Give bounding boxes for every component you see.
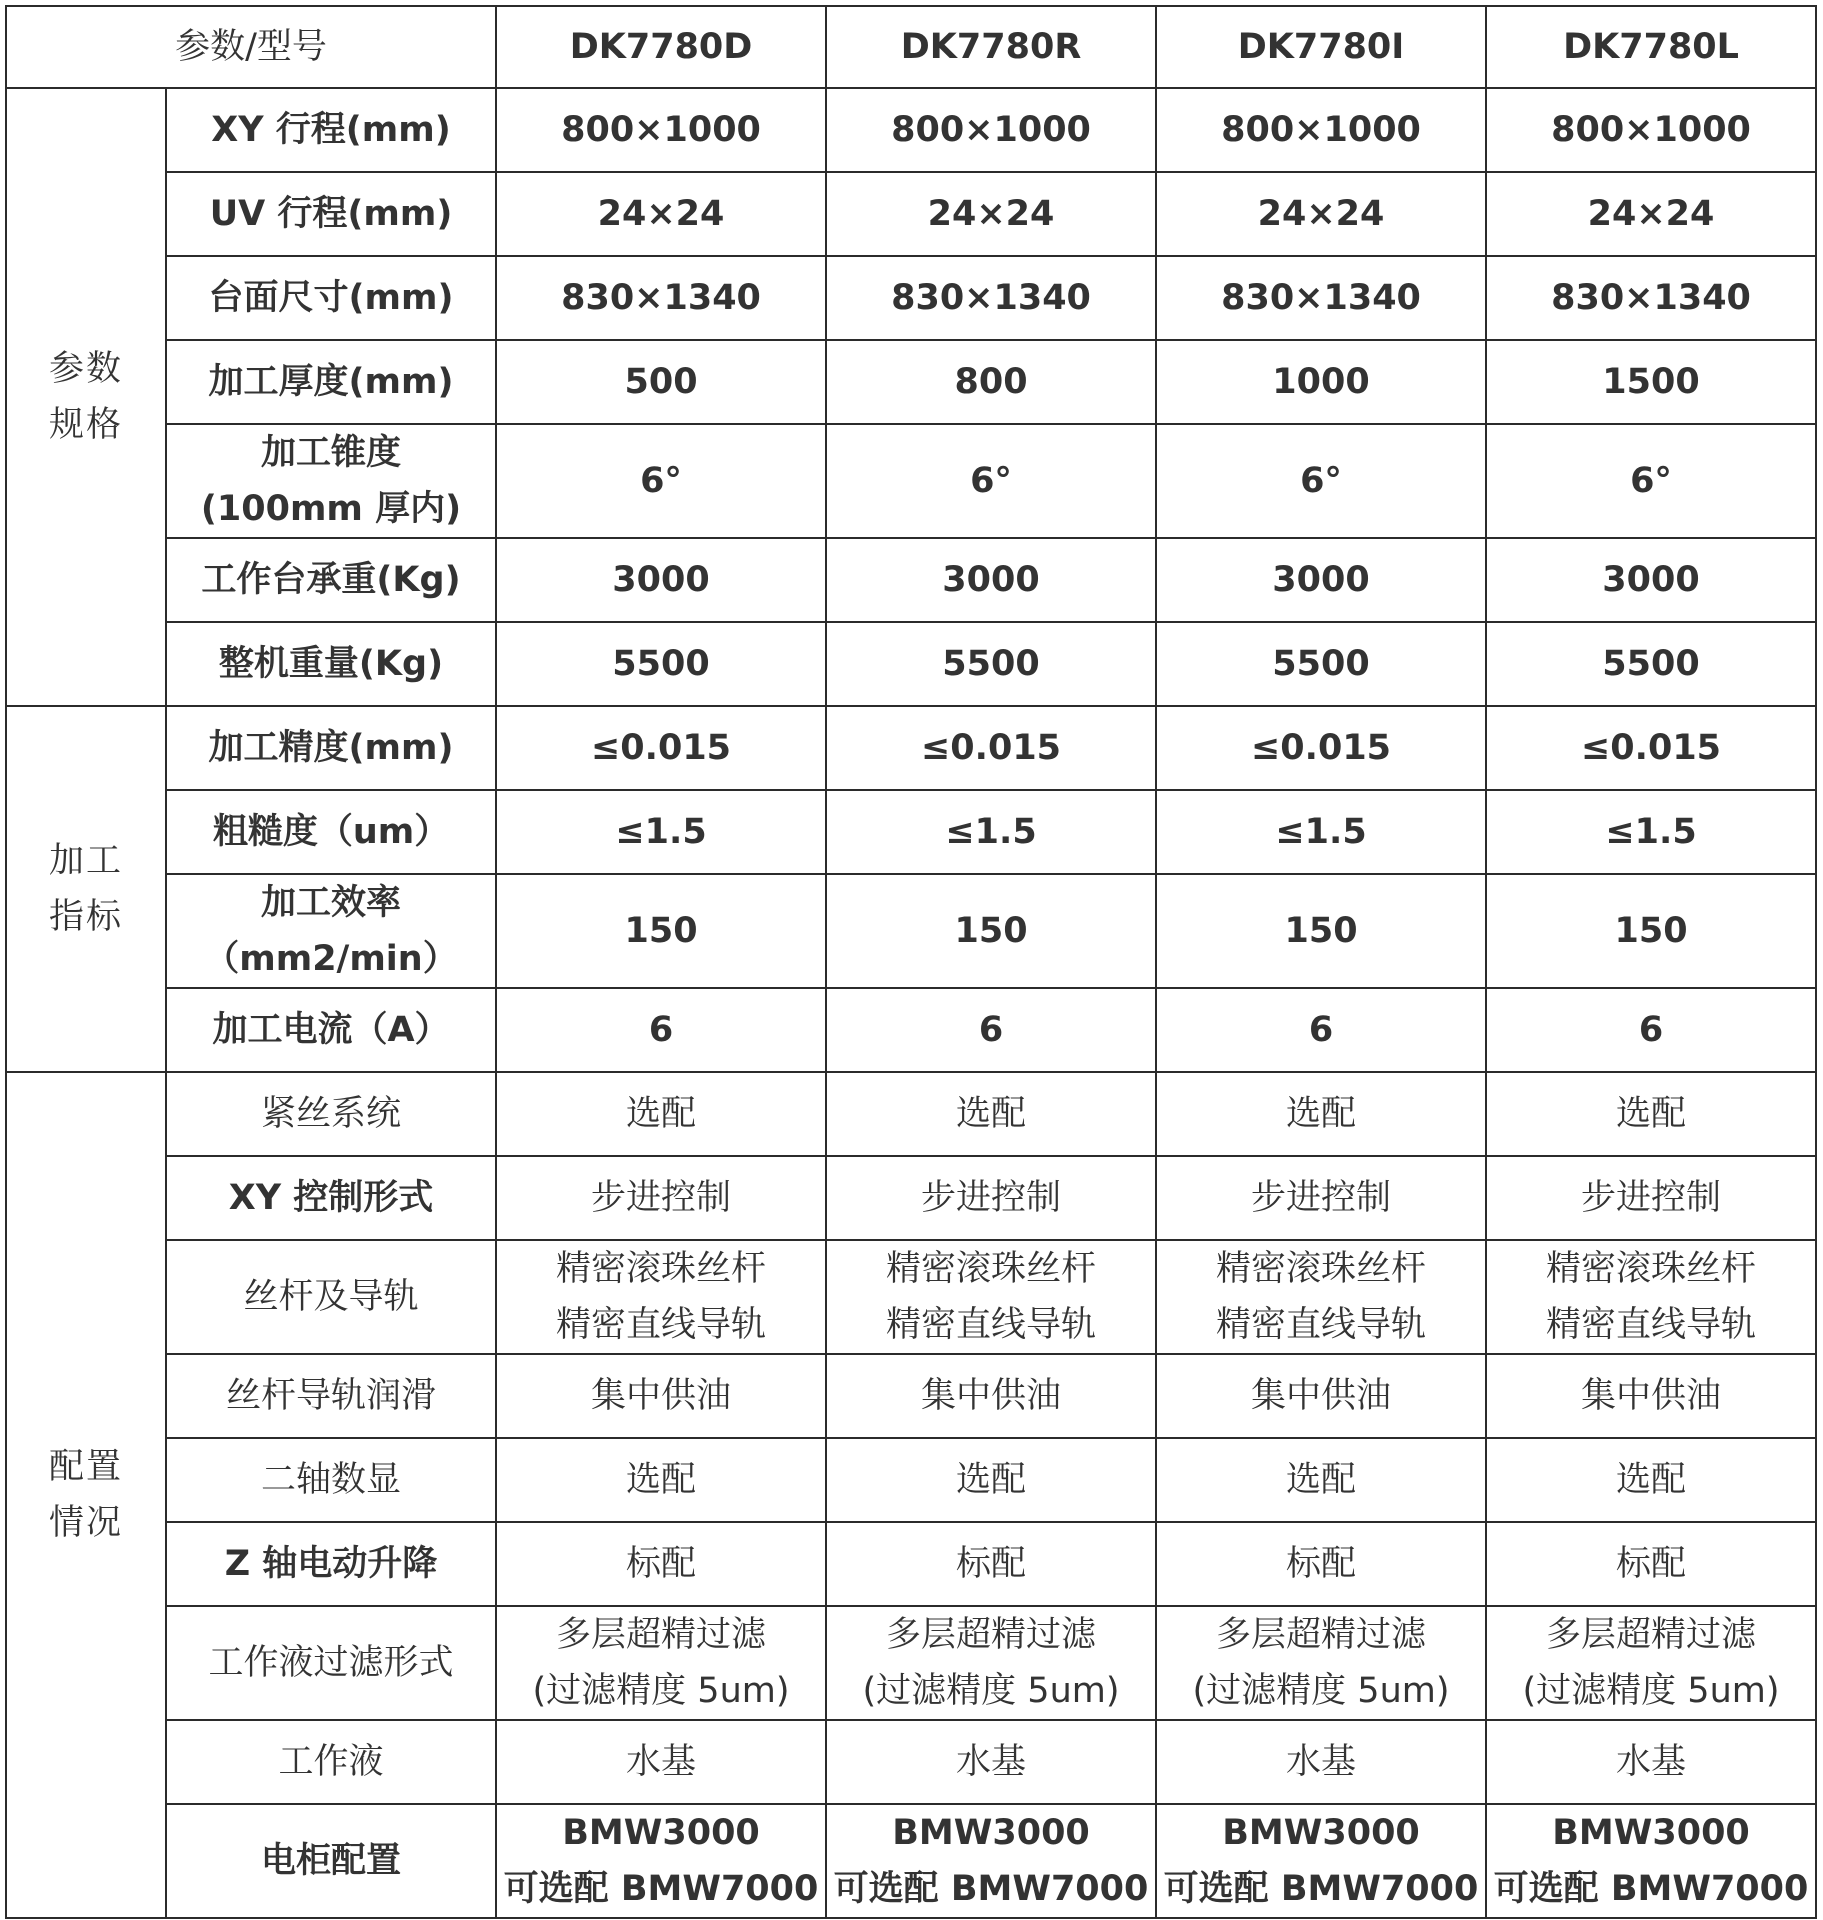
value-cell: 水基 <box>1156 1720 1486 1804</box>
value-cell: ≤0.015 <box>826 706 1156 790</box>
value-cell: 800×1000 <box>826 88 1156 172</box>
cell-line: 精密直线导轨 <box>556 1305 767 1345</box>
row-label: 加工精度(mm) <box>166 706 496 790</box>
cell-line: 精密滚珠丝杆 <box>1216 1249 1427 1289</box>
cell-line: (过滤精度 5um) <box>532 1671 790 1711</box>
cell-line: BMW3000 <box>1552 1813 1750 1853</box>
table-row <box>6 340 1816 424</box>
value-cell: 6° <box>1486 424 1816 538</box>
table-row <box>6 1156 1816 1240</box>
value-cell: 800 <box>826 340 1156 424</box>
table-row <box>6 1804 1816 1918</box>
row-label: 工作台承重(Kg) <box>166 538 496 622</box>
row-label: 整机重量(Kg) <box>166 622 496 706</box>
value-cell: 选配 <box>1486 1438 1816 1522</box>
table-row <box>6 172 1816 256</box>
table-row <box>6 1606 1816 1720</box>
row-label: 加工电流（A） <box>166 988 496 1072</box>
model-header-dk7780l: DK7780L <box>1486 6 1816 88</box>
cell-line: (过滤精度 5um) <box>1192 1671 1450 1711</box>
value-cell: 选配 <box>826 1438 1156 1522</box>
cell-line: 精密滚珠丝杆 <box>886 1249 1097 1289</box>
cell-line: 参数 <box>48 349 123 389</box>
value-cell <box>1156 1240 1486 1354</box>
cell-line: 加工锥度 <box>261 433 402 473</box>
value-cell: 集中供油 <box>1486 1354 1816 1438</box>
value-cell: 24×24 <box>1486 172 1816 256</box>
value-cell <box>1486 1606 1816 1720</box>
cell-line: 精密直线导轨 <box>886 1305 1097 1345</box>
table-row <box>6 988 1816 1072</box>
table-row <box>6 790 1816 874</box>
value-cell: ≤0.015 <box>1156 706 1486 790</box>
value-cell: 6 <box>826 988 1156 1072</box>
value-cell <box>1156 1804 1486 1918</box>
table-row <box>6 1720 1816 1804</box>
cell-line: 规格 <box>48 405 123 445</box>
value-cell <box>496 1606 826 1720</box>
row-label: 工作液过滤形式 <box>166 1606 496 1720</box>
value-cell <box>496 1240 826 1354</box>
cell-line: 多层超精过滤 <box>556 1615 767 1655</box>
cell-line: 多层超精过滤 <box>886 1615 1097 1655</box>
value-cell: 标配 <box>826 1522 1156 1606</box>
group-label-spec <box>6 88 166 706</box>
value-cell: 6° <box>1156 424 1486 538</box>
value-cell: ≤0.015 <box>1486 706 1816 790</box>
value-cell: 步进控制 <box>1156 1156 1486 1240</box>
value-cell: ≤1.5 <box>1156 790 1486 874</box>
cell-line: 精密直线导轨 <box>1216 1305 1427 1345</box>
value-cell: 150 <box>496 874 826 988</box>
value-cell: 选配 <box>496 1438 826 1522</box>
value-cell: 5500 <box>1156 622 1486 706</box>
model-header-dk7780d: DK7780D <box>496 6 826 88</box>
cell-line: 情况 <box>48 1503 123 1543</box>
cell-line: 加工 <box>48 841 123 881</box>
value-cell: 6° <box>826 424 1156 538</box>
value-cell: 6 <box>1486 988 1816 1072</box>
value-cell: 步进控制 <box>826 1156 1156 1240</box>
cell-line: 配置 <box>48 1447 123 1487</box>
row-label: 二轴数显 <box>166 1438 496 1522</box>
table-row <box>6 256 1816 340</box>
cell-line: 多层超精过滤 <box>1546 1615 1757 1655</box>
value-cell: 800×1000 <box>1486 88 1816 172</box>
value-cell: 标配 <box>1156 1522 1486 1606</box>
cell-line: (过滤精度 5um) <box>1522 1671 1780 1711</box>
cell-line: 可选配 BMW7000 <box>1163 1869 1479 1909</box>
model-header-dk7780r: DK7780R <box>826 6 1156 88</box>
table-row <box>6 1072 1816 1156</box>
value-cell <box>496 1804 826 1918</box>
row-label: 丝杆导轨润滑 <box>166 1354 496 1438</box>
value-cell: 6 <box>496 988 826 1072</box>
row-label: 工作液 <box>166 1720 496 1804</box>
table-row <box>6 1240 1816 1354</box>
row-label: 台面尺寸(mm) <box>166 256 496 340</box>
value-cell: 水基 <box>826 1720 1156 1804</box>
cell-line: 可选配 BMW7000 <box>833 1869 1149 1909</box>
group-label-config <box>6 1072 166 1918</box>
value-cell: ≤0.015 <box>496 706 826 790</box>
row-label: XY 行程(mm) <box>166 88 496 172</box>
cell-line: BMW3000 <box>562 1813 760 1853</box>
value-cell: 24×24 <box>496 172 826 256</box>
value-cell: 3000 <box>1156 538 1486 622</box>
value-cell: 830×1340 <box>1486 256 1816 340</box>
row-label: 紧丝系统 <box>166 1072 496 1156</box>
value-cell: 1500 <box>1486 340 1816 424</box>
value-cell: 选配 <box>496 1072 826 1156</box>
cell-line: 可选配 BMW7000 <box>1493 1869 1809 1909</box>
value-cell <box>826 1804 1156 1918</box>
cell-line: （mm2/min） <box>204 939 458 979</box>
cell-line: BMW3000 <box>1222 1813 1420 1853</box>
value-cell: 选配 <box>826 1072 1156 1156</box>
value-cell: 24×24 <box>1156 172 1486 256</box>
value-cell: 500 <box>496 340 826 424</box>
value-cell <box>826 1606 1156 1720</box>
table-row <box>6 1522 1816 1606</box>
value-cell: 5500 <box>1486 622 1816 706</box>
value-cell: 标配 <box>496 1522 826 1606</box>
spec-table <box>5 5 1817 1919</box>
value-cell: 集中供油 <box>1156 1354 1486 1438</box>
value-cell: 水基 <box>496 1720 826 1804</box>
cell-line: BMW3000 <box>892 1813 1090 1853</box>
value-cell: 830×1340 <box>1156 256 1486 340</box>
value-cell <box>1156 1606 1486 1720</box>
table-row <box>6 706 1816 790</box>
table-row <box>6 622 1816 706</box>
row-label: 电柜配置 <box>166 1804 496 1918</box>
value-cell: 水基 <box>1486 1720 1816 1804</box>
row-label <box>166 424 496 538</box>
row-label: 加工厚度(mm) <box>166 340 496 424</box>
value-cell: 3000 <box>1486 538 1816 622</box>
table-row <box>6 88 1816 172</box>
value-cell: 选配 <box>1156 1438 1486 1522</box>
value-cell: ≤1.5 <box>1486 790 1816 874</box>
value-cell: 150 <box>1156 874 1486 988</box>
table-row <box>6 1354 1816 1438</box>
value-cell: 标配 <box>1486 1522 1816 1606</box>
row-label <box>166 874 496 988</box>
value-cell <box>826 1240 1156 1354</box>
table-row <box>6 1438 1816 1522</box>
value-cell: 830×1340 <box>496 256 826 340</box>
cell-line: 可选配 BMW7000 <box>503 1869 819 1909</box>
value-cell <box>1486 1804 1816 1918</box>
value-cell <box>1486 1240 1816 1354</box>
cell-line: (100mm 厚内) <box>200 489 462 529</box>
cell-line: (过滤精度 5um) <box>862 1671 1120 1711</box>
cell-line: 精密直线导轨 <box>1546 1305 1757 1345</box>
table-row <box>6 874 1816 988</box>
value-cell: 选配 <box>1156 1072 1486 1156</box>
value-cell: ≤1.5 <box>826 790 1156 874</box>
cell-line: 精密滚珠丝杆 <box>556 1249 767 1289</box>
cell-line: 精密滚珠丝杆 <box>1546 1249 1757 1289</box>
row-label: Z 轴电动升降 <box>166 1522 496 1606</box>
value-cell: 150 <box>1486 874 1816 988</box>
value-cell: 1000 <box>1156 340 1486 424</box>
value-cell: 830×1340 <box>826 256 1156 340</box>
cell-line: 多层超精过滤 <box>1216 1615 1427 1655</box>
header-row <box>6 6 1816 88</box>
value-cell: 步进控制 <box>1486 1156 1816 1240</box>
value-cell: ≤1.5 <box>496 790 826 874</box>
group-label-machining <box>6 706 166 1072</box>
model-header-dk7780i: DK7780I <box>1156 6 1486 88</box>
value-cell: 800×1000 <box>1156 88 1486 172</box>
value-cell: 集中供油 <box>496 1354 826 1438</box>
table-row <box>6 424 1816 538</box>
value-cell: 3000 <box>826 538 1156 622</box>
value-cell: 5500 <box>496 622 826 706</box>
value-cell: 6 <box>1156 988 1486 1072</box>
row-label: 丝杆及导轨 <box>166 1240 496 1354</box>
row-label: UV 行程(mm) <box>166 172 496 256</box>
row-label: XY 控制形式 <box>166 1156 496 1240</box>
value-cell: 集中供油 <box>826 1354 1156 1438</box>
cell-line: 指标 <box>48 897 123 937</box>
value-cell: 6° <box>496 424 826 538</box>
value-cell: 步进控制 <box>496 1156 826 1240</box>
value-cell: 选配 <box>1486 1072 1816 1156</box>
header-corner-cell: 参数/型号 <box>6 6 496 88</box>
table-row <box>6 538 1816 622</box>
cell-line: 加工效率 <box>261 883 402 923</box>
value-cell: 800×1000 <box>496 88 826 172</box>
value-cell: 3000 <box>496 538 826 622</box>
value-cell: 24×24 <box>826 172 1156 256</box>
value-cell: 150 <box>826 874 1156 988</box>
value-cell: 5500 <box>826 622 1156 706</box>
row-label: 粗糙度（um） <box>166 790 496 874</box>
